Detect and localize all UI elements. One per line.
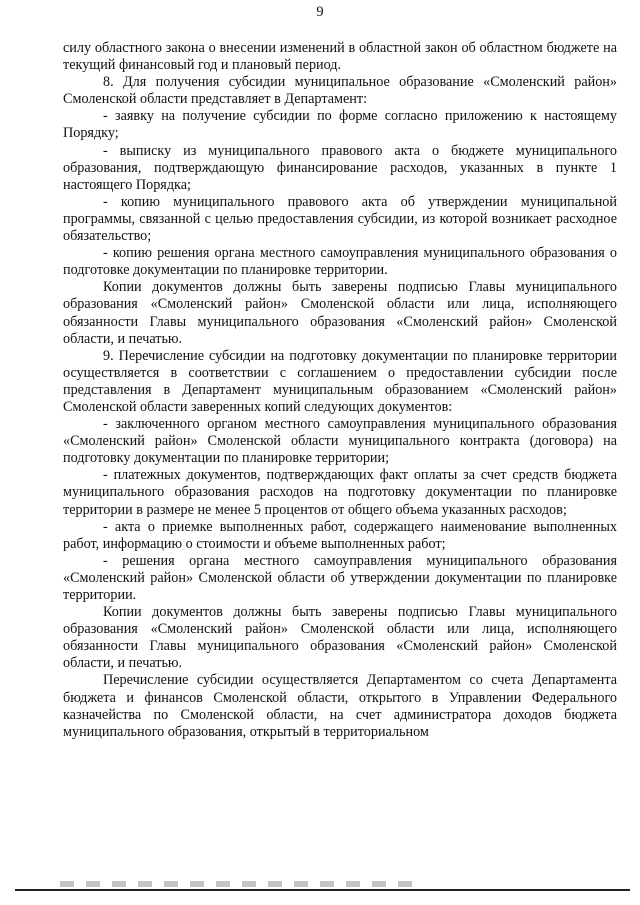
page-number: 9	[316, 4, 324, 20]
paragraph: 9. Перечисление субсидии на подготовку документации по планировке территории осуществляется в соответствии с соглашением о предоставлении субсидии после представления в Департамент муниципальным образованием «Смоленский район» Смоленской области заверенных копий следующих документов:	[63, 347, 617, 415]
paragraph: Копии документов должны быть заверены подписью Главы муниципального образования «Смоленский район» Смоленской области или лица, исполняющего обязанности Главы муниципального образования «Смоленский район» Смоленской области, и печатью.	[63, 279, 617, 347]
list-item: - заявку на получение субсидии по форме согласно приложению к настоящему Порядку;	[63, 108, 617, 142]
list-item: - акта о приемке выполненных работ, содержащего наименование выполненных работ, информацию о стоимости и объеме выполненных работ;	[63, 518, 617, 552]
list-item: - платежных документов, подтверждающих факт оплаты за счет средств бюджета муниципального образования расходов на подготовку документации по планировке территории в размере не менее 5 процентов от общего объема указанных расходов;	[63, 467, 617, 518]
paragraph: Перечисление субсидии осуществляется Департаментом со счета Департамента бюджета и финансов Смоленской области, открытого в Управлении Федерального казначейства по Смоленской области, на счет администратора доходов бюджета муниципального образования, открытый в территориальном	[63, 672, 617, 740]
scan-artifact	[60, 881, 420, 887]
paragraph: 8. Для получения субсидии муниципальное образование «Смоленский район» Смоленской области представляет в Департамент:	[63, 74, 617, 108]
paragraph: силу областного закона о внесении изменений в областной закон об областном бюджете на текущий финансовый год и плановый период.	[63, 40, 617, 74]
list-item: - заключенного органом местного самоуправления муниципального образования «Смоленский район» Смоленской области муниципального контракта (договора) на подготовку документации по планировке территории;	[63, 416, 617, 467]
list-item: - решения органа местного самоуправления муниципального образования «Смоленский район» Смоленской области об утверждении документации по планировке территории.	[63, 552, 617, 603]
list-item: - выписку из муниципального правового акта о бюджете муниципального образования, подтверждающую финансирование расходов, указанных в пункте 1 настоящего Порядка;	[63, 142, 617, 193]
body-text	[63, 40, 617, 741]
paragraph: Копии документов должны быть заверены подписью Главы муниципального образования «Смоленский район» Смоленской области или лица, исполняющего обязанности Главы муниципального образования «Смоленский район» Смоленской области, и печатью.	[63, 604, 617, 672]
list-item: - копию муниципального правового акта об утверждении муниципальной программы, связанной с целью предоставления субсидии, из которой возникает расходное обязательство;	[63, 193, 617, 245]
page-bottom-edge	[15, 889, 630, 891]
list-item: - копию решения органа местного самоуправления муниципального образования о подготовке документации по планировке территории.	[63, 245, 617, 279]
